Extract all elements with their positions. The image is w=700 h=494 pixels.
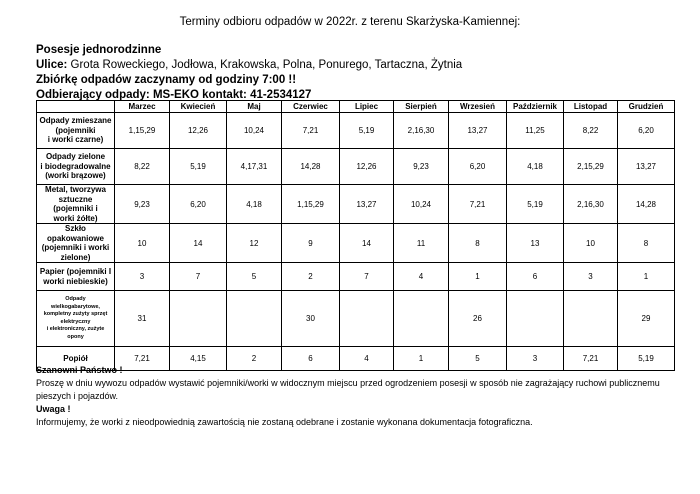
waste-category-cell — [37, 185, 115, 224]
pickup-dates-cell: 8,22 — [564, 113, 618, 149]
pickup-dates-cell: 6,20 — [618, 113, 675, 149]
pickup-dates-cell: 11,25 — [507, 113, 564, 149]
month-header: Maj — [227, 101, 282, 113]
pickup-dates-cell: 14 — [170, 224, 227, 263]
pickup-dates-cell: 26 — [449, 291, 507, 347]
pickup-dates-cell: 4,15 — [170, 347, 227, 371]
streets-list: Grota Roweckiego, Jodłowa, Krakowska, Polna, Ponurego, Tartaczna, Żytnia — [70, 59, 463, 71]
pickup-dates-cell: 7 — [170, 263, 227, 291]
collector-contact: Odbierający odpady: MS-EKO kontakt: 41-2534127 — [36, 89, 312, 101]
waste-category-cell — [37, 224, 115, 263]
pickup-dates-cell: 5,19 — [618, 347, 675, 371]
corner-cell — [37, 101, 115, 113]
pickup-dates-cell: 7,21 — [282, 113, 340, 149]
waste-category-cell — [37, 263, 115, 291]
pickup-dates-cell: 1,15,29 — [282, 185, 340, 224]
waste-category-line: Odpady zielone — [45, 152, 106, 162]
pickup-dates-cell: 8 — [449, 224, 507, 263]
month-header: Listopad — [564, 101, 618, 113]
pickup-dates-cell: 4 — [340, 347, 394, 371]
streets-line — [36, 58, 676, 73]
pickup-dates-cell: 2 — [282, 263, 340, 291]
waste-category-line: kompletny zużyty sprzęt — [43, 311, 108, 317]
table-row — [37, 185, 675, 224]
pickup-dates-cell: 7 — [340, 263, 394, 291]
pickup-dates-cell: 10 — [564, 224, 618, 263]
pickup-dates-cell — [170, 291, 227, 347]
pickup-dates-cell: 7,21 — [115, 347, 170, 371]
pickup-dates-cell: 10 — [115, 224, 170, 263]
table-row — [37, 263, 675, 291]
month-header: Październik — [507, 101, 564, 113]
notes-warning-title: Uwaga ! — [36, 404, 71, 414]
waste-category-line: (worki brązowe) — [45, 171, 106, 181]
pickup-dates-cell: 14,28 — [282, 149, 340, 185]
pickup-dates-cell: 3 — [115, 263, 170, 291]
pickup-dates-cell: 3 — [564, 263, 618, 291]
pickup-dates-cell: 3 — [507, 347, 564, 371]
table-row — [37, 113, 675, 149]
pickup-dates-cell: 9,23 — [394, 149, 449, 185]
waste-category-cell — [37, 149, 115, 185]
table-row — [37, 149, 675, 185]
pickup-dates-cell: 13,27 — [618, 149, 675, 185]
pickup-dates-cell: 5,19 — [170, 149, 227, 185]
document-title: Terminy odbioru odpadów w 2022r. z terenu Skarżyska-Kamiennej: — [179, 16, 521, 28]
waste-category-line: sztuczne (pojemniki i — [53, 194, 98, 213]
waste-category-line: i biodegradowalne — [40, 161, 111, 171]
pickup-dates-cell: 4,17,31 — [227, 149, 282, 185]
pickup-dates-cell: 30 — [282, 291, 340, 347]
pickup-dates-cell: 4,18 — [507, 149, 564, 185]
pickup-dates-cell: 8,22 — [115, 149, 170, 185]
waste-category-line: worki niebieskie) — [43, 276, 108, 286]
pickup-dates-cell: 11 — [394, 224, 449, 263]
waste-category-line: opony — [67, 333, 84, 340]
waste-category-line: wielkogabarytowe, — [51, 303, 100, 310]
pickup-dates-cell: 5,19 — [340, 113, 394, 149]
pickup-dates-cell: 7,21 — [449, 185, 507, 224]
pickup-dates-cell: 12,26 — [170, 113, 227, 149]
pickup-dates-cell — [507, 291, 564, 347]
pickup-dates-cell: 12,26 — [340, 149, 394, 185]
waste-category-line: i elektroniczny, zużyte — [46, 326, 105, 332]
month-header: Marzec — [115, 101, 170, 113]
month-header: Sierpień — [394, 101, 449, 113]
pickup-dates-cell — [227, 291, 282, 347]
pickup-dates-cell: 13 — [507, 224, 564, 263]
schedule-table — [36, 100, 675, 371]
pickup-dates-cell — [564, 291, 618, 347]
table-row — [37, 291, 675, 347]
pickup-dates-cell: 31 — [115, 291, 170, 347]
pickup-dates-cell: 6,20 — [170, 185, 227, 224]
pickup-dates-cell: 1,15,29 — [115, 113, 170, 149]
pickup-dates-cell: 12 — [227, 224, 282, 263]
pickup-dates-cell: 1 — [618, 263, 675, 291]
pickup-dates-cell: 6,20 — [449, 149, 507, 185]
pickup-dates-cell: 2,16,30 — [394, 113, 449, 149]
pickup-dates-cell: 13,27 — [340, 185, 394, 224]
waste-category-line: zielone) — [60, 252, 91, 262]
month-header: Lipiec — [340, 101, 394, 113]
waste-category-line: Popiół — [63, 353, 88, 363]
header-block — [36, 43, 676, 103]
waste-category-line: Papier (pojemniki I — [39, 267, 112, 276]
month-header: Kwiecień — [170, 101, 227, 113]
table-header-row — [37, 101, 675, 113]
property-type: Posesje jednorodzinne — [36, 44, 162, 56]
waste-category-line: Odpady — [65, 296, 86, 302]
waste-category-line: worki żółte) — [53, 213, 98, 223]
streets-label: Ulice: — [36, 59, 68, 71]
pickup-dates-cell — [340, 291, 394, 347]
table-row — [37, 224, 675, 263]
pickup-dates-cell: 9 — [282, 224, 340, 263]
waste-category-line: Szkło opakowaniowe — [47, 224, 104, 243]
waste-category-line: i worki czarne) — [47, 135, 104, 145]
pickup-dates-cell: 4 — [394, 263, 449, 291]
waste-category-line: elektryczny — [60, 318, 91, 325]
pickup-dates-cell: 13,27 — [449, 113, 507, 149]
notes-block — [36, 364, 676, 429]
pickup-dates-cell: 4,18 — [227, 185, 282, 224]
pickup-dates-cell: 14,28 — [618, 185, 675, 224]
waste-category-line: (pojemniki i worki — [41, 243, 110, 252]
pickup-dates-cell: 2,15,29 — [564, 149, 618, 185]
pickup-dates-cell: 5 — [449, 347, 507, 371]
pickup-dates-cell: 14 — [340, 224, 394, 263]
pickup-dates-cell: 10,24 — [394, 185, 449, 224]
notes-warning: Informujemy, że worki z nieodpowiednią zawartością nie zostaną odebrane i zostanie wykonana dokumentacja fotograficzna. — [36, 417, 533, 427]
pickup-dates-cell: 7,21 — [564, 347, 618, 371]
pickup-dates-cell: 2 — [227, 347, 282, 371]
pickup-dates-cell: 2,16,30 — [564, 185, 618, 224]
pickup-dates-cell: 1 — [449, 263, 507, 291]
waste-category-line: Metal, tworzywa — [45, 185, 106, 194]
notes-instruction: Proszę w dniu wywozu odpadów wystawić pojemniki/worki w widocznym miejscu przed ogrodzeniem posesji w sposób nie zagrażający ruchowi publicznemu pieszych i pojazdów. — [36, 378, 660, 401]
waste-category-cell — [37, 291, 115, 347]
start-time-note: Zbiórkę odpadów zaczynamy od godziny 7:00 !! — [36, 74, 297, 86]
pickup-dates-cell: 6 — [282, 347, 340, 371]
pickup-dates-cell: 5 — [227, 263, 282, 291]
pickup-dates-cell: 29 — [618, 291, 675, 347]
month-header: Wrzesień — [449, 101, 507, 113]
month-header: Czerwiec — [282, 101, 340, 113]
pickup-dates-cell: 9,23 — [115, 185, 170, 224]
pickup-dates-cell: 1 — [394, 347, 449, 371]
pickup-dates-cell: 5,19 — [507, 185, 564, 224]
waste-category-line: (pojemniki — [55, 125, 96, 135]
pickup-dates-cell: 8 — [618, 224, 675, 263]
notes-greeting: Szanowni Państwo ! — [36, 365, 123, 375]
pickup-dates-cell: 6 — [507, 263, 564, 291]
waste-category-line: Odpady zmieszane — [39, 116, 112, 126]
waste-category-cell — [37, 113, 115, 149]
pickup-dates-cell — [394, 291, 449, 347]
pickup-dates-cell: 10,24 — [227, 113, 282, 149]
month-header: Grudzień — [618, 101, 675, 113]
